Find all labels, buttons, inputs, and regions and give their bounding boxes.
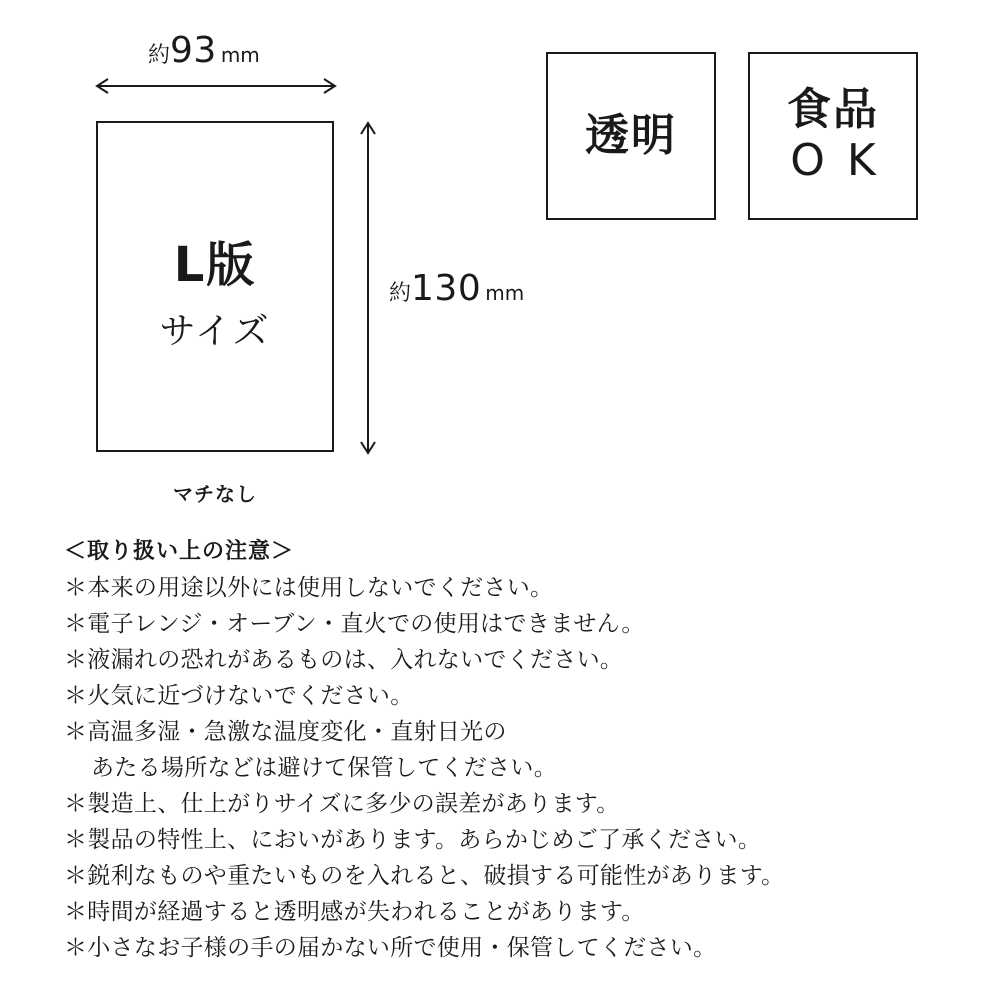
note-item: ＊電子レンジ・オーブン・直火での使用はできません。 (64, 611, 645, 637)
food-ok-badge (748, 52, 918, 220)
food-badge-line1: 食品 (787, 84, 879, 136)
transparent-badge (546, 52, 716, 220)
note-item-continuation: あたる場所などは避けて保管してください。 (91, 755, 557, 781)
note-item: ＊製造上、仕上がりサイズに多少の誤差があります。 (64, 791, 620, 817)
notes-heading: ＜取り扱い上の注意＞ (64, 539, 295, 564)
height-arrow (356, 120, 380, 456)
note-item: ＊小さなお子様の手の届かない所で使用・保管してください。 (64, 935, 717, 961)
note-item: ＊火気に近づけないでください。 (64, 683, 414, 709)
width-dimension-label (148, 30, 260, 71)
height-prefix: 約 (389, 281, 412, 306)
note-item: ＊製品の特性上、においがあります。あらかじめご了承ください。 (64, 827, 762, 853)
width-value: 93 (170, 30, 217, 71)
handling-notes (64, 534, 964, 966)
food-badge-line2: OK (790, 135, 898, 186)
width-prefix: 約 (148, 43, 171, 68)
width-unit: mm (220, 43, 260, 67)
height-value: 130 (411, 268, 482, 309)
height-dimension-label (389, 268, 524, 309)
transparent-badge-text: 透明 (585, 109, 677, 161)
note-item: ＊鋭利なものや重たいものを入れると、破損する可能性があります。 (64, 863, 785, 889)
width-arrow (94, 74, 338, 98)
bag-size-title: L版 (173, 237, 257, 293)
height-unit: mm (485, 281, 525, 305)
note-item: ＊高温多湿・急激な温度変化・直射日光の (64, 719, 507, 745)
no-gusset-label: マチなし (173, 482, 257, 506)
note-item: ＊液漏れの恐れがあるものは、入れないでください。 (64, 647, 624, 673)
note-item: ＊本来の用途以外には使用しないでください。 (64, 575, 554, 601)
note-item: ＊時間が経過すると透明感が失われることがあります。 (64, 899, 645, 925)
bag-size-subtitle: サイズ (159, 311, 271, 352)
